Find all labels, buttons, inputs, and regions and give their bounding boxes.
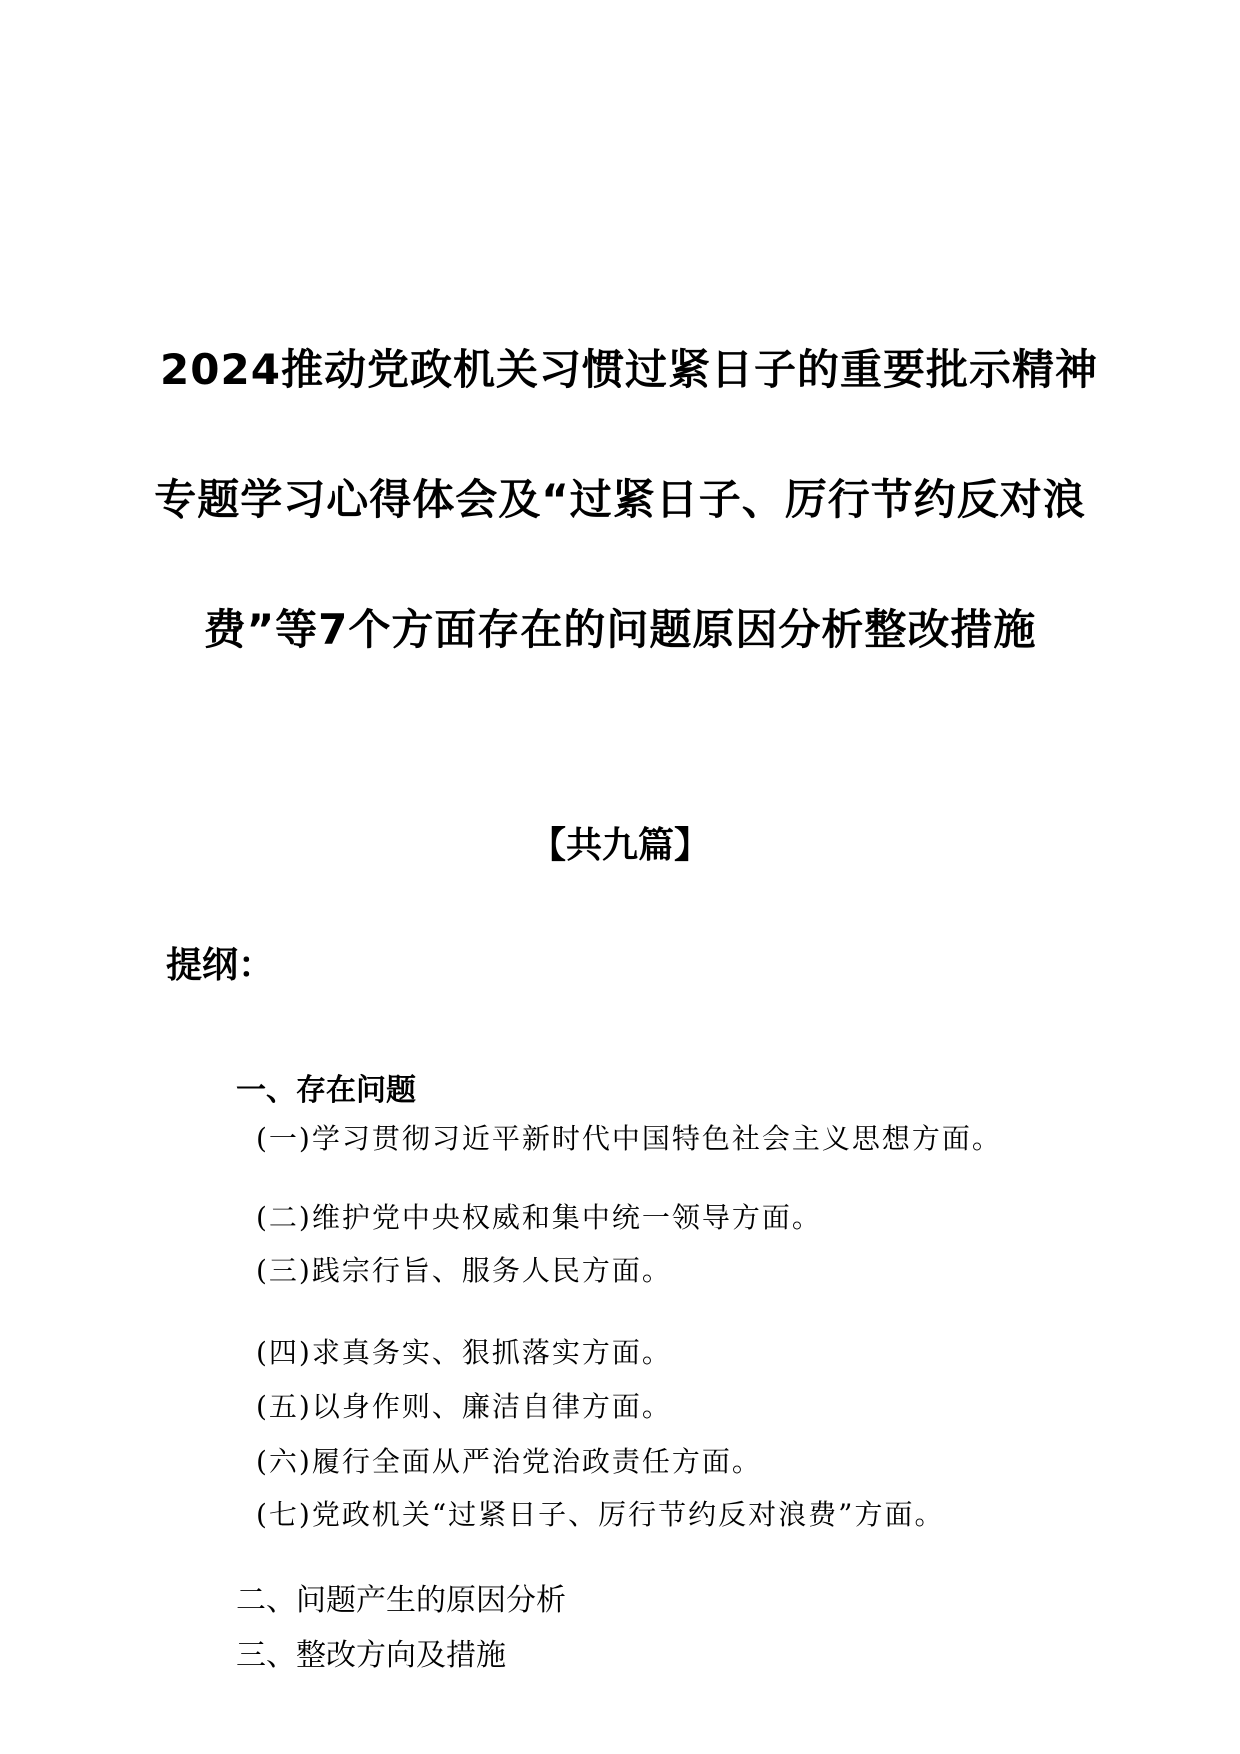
problem-item-1: (一)学习贯彻习近平新时代中国特色社会主义思想方面。 — [256, 1122, 1002, 1155]
document-title-line-1: 2024推动党政机关习惯过紧日子的重要批示精神 — [160, 345, 1098, 394]
document-title-line-3: 费”等7个方面存在的问题原因分析整改措施 — [203, 605, 1037, 654]
problem-item-7: (七)党政机关“过紧日子、厉行节约反对浪费”方面。 — [256, 1498, 945, 1531]
problem-item-4: (四)求真务实、狠抓落实方面。 — [256, 1336, 672, 1369]
section-title-problems: 一、存在问题 — [236, 1073, 416, 1108]
problem-item-5: (五)以身作则、廉洁自律方面。 — [256, 1390, 672, 1423]
outline-heading: 提纲： — [166, 945, 275, 986]
problem-item-6: (六)履行全面从严治党治政责任方面。 — [256, 1445, 762, 1478]
problem-item-2: (二)维护党中央权威和集中统一领导方面。 — [256, 1201, 822, 1234]
section-title-cause-analysis: 二、问题产生的原因分析 — [236, 1583, 566, 1618]
document-title-line-2: 专题学习心得体会及“过紧日子、厉行节约反对浪 — [154, 475, 1086, 524]
problem-item-3: (三)践宗行旨、服务人民方面。 — [256, 1254, 672, 1287]
section-title-rectification-measures: 三、整改方向及措施 — [236, 1638, 506, 1673]
series-label: 【共九篇】 — [529, 825, 710, 866]
